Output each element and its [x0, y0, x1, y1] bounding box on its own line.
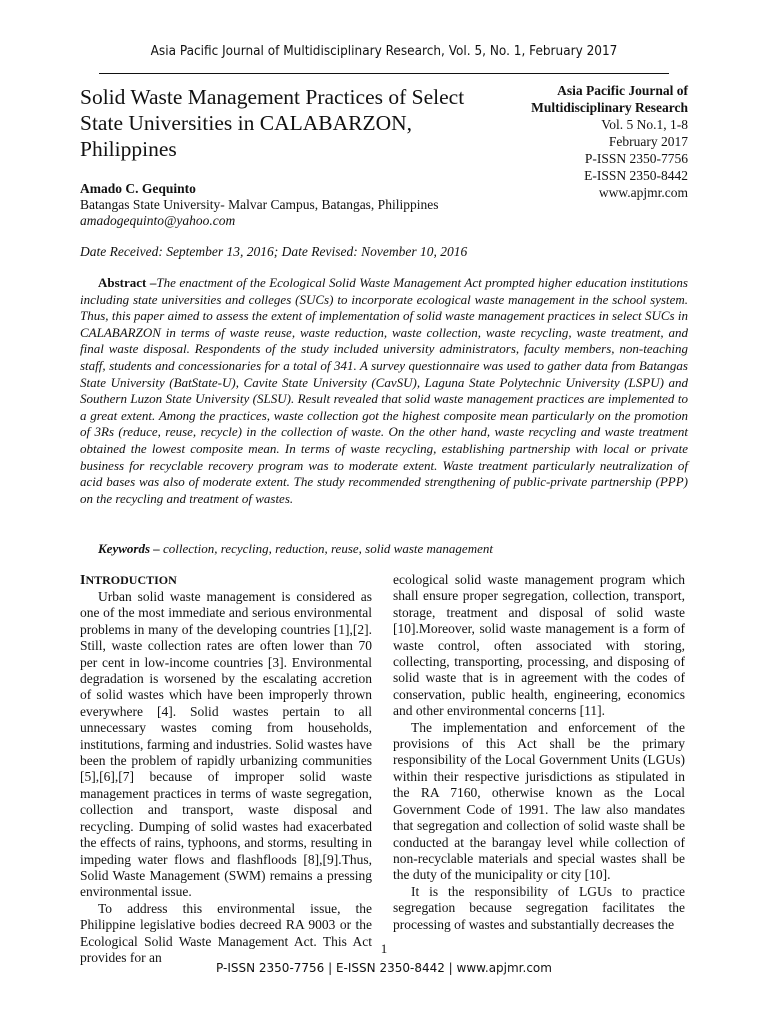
body-column-left	[80, 572, 372, 966]
journal-website: www.apjmr.com	[598, 185, 688, 200]
journal-pissn: P-ISSN 2350-7756	[584, 151, 688, 166]
body-paragraph-continuation: ecological solid waste management program which shall ensure proper segregation, collection, transport, storage, treatment and disposal of solid waste [10].Moreover, solid waste management is a form of waste control, often associated with storing, collecting, transporting, processing, and disposing of solid waste that is in agreement with the codes of conservation, public health, engineering, economics and other environmental concerns [11].	[393, 572, 685, 719]
author-block	[80, 181, 680, 229]
abstract-text: The enactment of the Ecological Solid Waste Management Act prompted higher education institutions including state universities and colleges (SUCs) to incorporate ecological waste management in the school system. Thus, this paper aimed to assess the extent of implementation of solid waste management practices in select SUCs in CALABARZON in terms of waste reuse, waste reduction, waste collection, waste recycling, waste treatment, and final waste disposal. Respondents of the study included university administrators, faculty members, non-teaching staff, students and concessionaries for a total of 341. A survey questionnaire was used to gather data from Batangas State University (BatState-U), Cavite State University (CavSU), Laguna State Polytechnic University (LSPU) and Southern Luzon State University (SLSU). Result revealed that solid waste management practices are implemented to a great extent. Among the practices, waste collection got the highest composite mean particularly on the promotion of 3Rs (reduce, reuse, recycle) in the collection of waste. On the other hand, waste recycling and waste treatment obtained the lowest composite mean. In terms of waste recycling, establishing partnership with local or private business for recyclable recovery program was to moderate extent. Waste treatment particularly neutralization of acid bases was also of moderate extent. The study recommended strengthening of public-private partnership (PPP) on the recycling and treatment of wastes.	[80, 275, 688, 506]
body-paragraph: The implementation and enforcement of the provisions of this Act shall be the primary responsibility of the Local Government Units (LGUs) within their respective jurisdictions as stipulated in the RA 7160, otherwise known as the Local Government Code of 1991. The law also mandates that segregation and collection of solid waste shall be conducted at the barangay level while collection of non-recyclable materials and special wastes shall be the duty of the municipality or city [10].	[393, 719, 685, 883]
keywords-text: collection, recycling, reduction, reuse, solid waste management	[163, 541, 493, 556]
author-affiliation: Batangas State University- Malvar Campus, Batangas, Philippines	[80, 197, 439, 212]
body-paragraph: Urban solid waste management is considered as one of the most immediate and serious environmental problems in many of the developing countries [1],[2]. Still, waste collection rates are often lower than 70 per cent in low-income countries [3]. Environmental degradation is worsened by the escalating accretion of solid wastes which have been improperly thrown everywhere [4]. Solid wastes pertain to all unnecessary wastes coming from households, institutions, farming and industries. Solid wastes have been the problem of rapidly urbanizing communities [5],[6],[7] because of improper solid waste management practices in terms of waste segregation, collection and transport, waste disposal and recycling. Dumping of solid wastes had exacerbated the effects of rains, typhoons, and storms, resulting in impeding water flows and flashfloods [8],[9].Thus, Solid Waste Management (SWM) remains a pressing environmental issue.	[80, 589, 372, 900]
author-name: Amado C. Gequinto	[80, 181, 196, 196]
date-received-revised: Date Received: September 13, 2016; Date Revised: November 10, 2016	[80, 244, 468, 259]
page-footer: P-ISSN 2350-7756 | E-ISSN 2350-8442 | www.apjmr.com	[216, 961, 552, 975]
page-number: 1	[380, 941, 388, 956]
journal-name: Asia Pacific Journal of Multidisciplinary Research	[531, 83, 688, 115]
abstract-label: Abstract –	[98, 275, 157, 290]
section-heading-introduction: INTRODUCTION	[80, 573, 177, 588]
journal-eissn: E-ISSN 2350-8442	[584, 168, 688, 183]
author-email: amadogequinto@yahoo.com	[80, 213, 236, 228]
keywords-label: Keywords –	[98, 541, 160, 556]
header-rule	[99, 73, 669, 74]
journal-volume: Vol. 5 No.1, 1-8	[601, 117, 688, 132]
body-paragraph: To address this environmental issue, the Philippine legislative bodies decreed RA 9003 or the Ecological Solid Waste Management Act. This Act provides for an	[80, 900, 372, 965]
paper-title: Solid Waste Management Practices of Select State Universities in CALABARZON, Philippines	[80, 85, 465, 161]
journal-date: February 2017	[608, 134, 688, 149]
running-head: Asia Pacific Journal of Multidisciplinary Research, Vol. 5, No. 1, February 2017	[150, 44, 618, 59]
body-paragraph: It is the responsibility of LGUs to practice segregation because segregation facilitates the processing of wastes and substantially decreases the	[393, 883, 685, 932]
abstract	[80, 275, 688, 507]
body-column-right	[393, 572, 685, 933]
keywords	[98, 541, 688, 557]
